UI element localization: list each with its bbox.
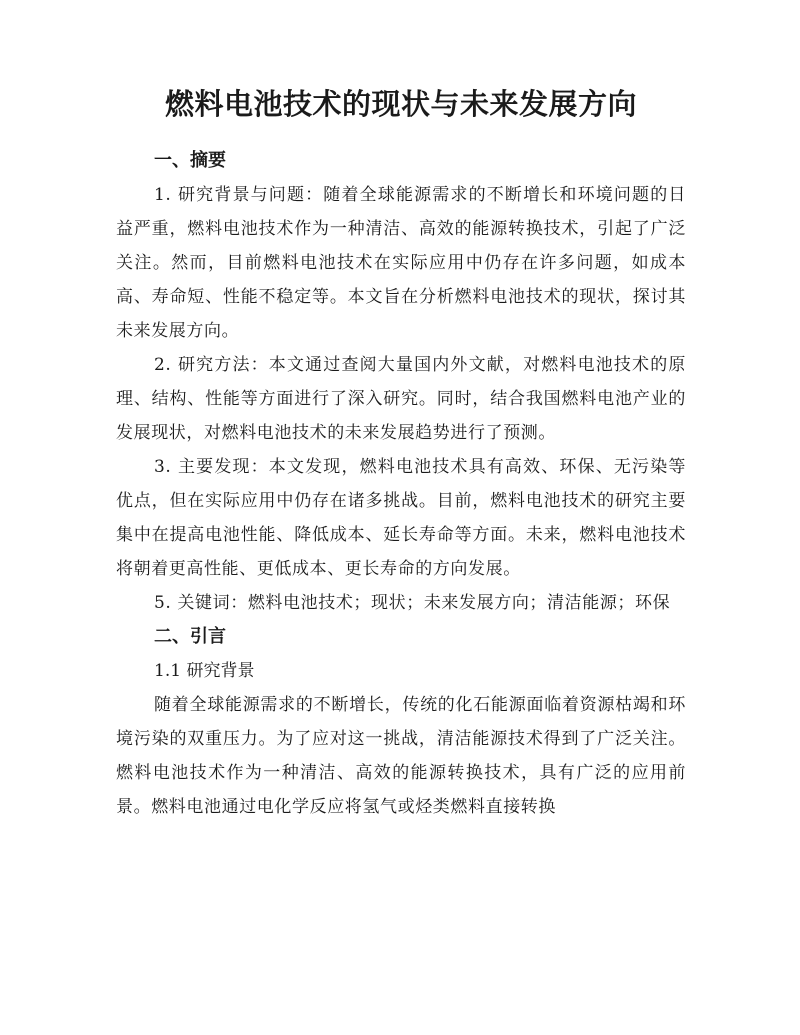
section-heading-introduction: 二、引言 [154,626,226,647]
abstract-paragraph-keywords: 5. 关键词：燃料电池技术；现状；未来发展方向；清洁能源；环保 [154,593,671,613]
introduction-section [116,620,686,824]
abstract-paragraph-background: 1. 研究背景与问题：随着全球能源需求的不断增长和环境问题的日益严重，燃料电池技术作为一种清洁、高效的能源转换技术，引起了广泛关注。然而，目前燃料电池技术在实际应用中仍存在许多问题，如成本高、寿命短、性能不稳定等。本文旨在分析燃料电池技术的现状，探讨其未来发展方向。 [116,185,686,341]
subsection-heading-background: 1.1 研究背景 [154,661,255,681]
abstract-paragraph-findings: 3. 主要发现：本文发现，燃料电池技术具有高效、环保、无污染等优点，但在实际应用中仍存在诸多挑战。目前，燃料电池技术的研究主要集中在提高电池性能、降低成本、延长寿命等方面。未来，燃料电池技术将朝着更高性能、更低成本、更长寿命的方向发展。 [116,457,686,579]
abstract-section [116,144,686,620]
section-heading-abstract: 一、摘要 [154,150,226,171]
document-title: 燃料电池技术的现状与未来发展方向 [164,87,637,121]
abstract-paragraph-method: 2. 研究方法：本文通过查阅大量国内外文献，对燃料电池技术的原理、结构、性能等方面进行了深入研究。同时，结合我国燃料电池产业的发展现状，对燃料电池技术的未来发展趋势进行了预测。 [116,355,686,443]
introduction-paragraph: 随着全球能源需求的不断增长，传统的化石能源面临着资源枯竭和环境污染的双重压力。为了应对这一挑战，清洁能源技术得到了广泛关注。燃料电池技术作为一种清洁、高效的能源转换技术，具有广泛的应用前景。燃料电池通过电化学反应将氢气或烃类燃料直接转换 [116,695,686,817]
document-page [116,84,686,824]
